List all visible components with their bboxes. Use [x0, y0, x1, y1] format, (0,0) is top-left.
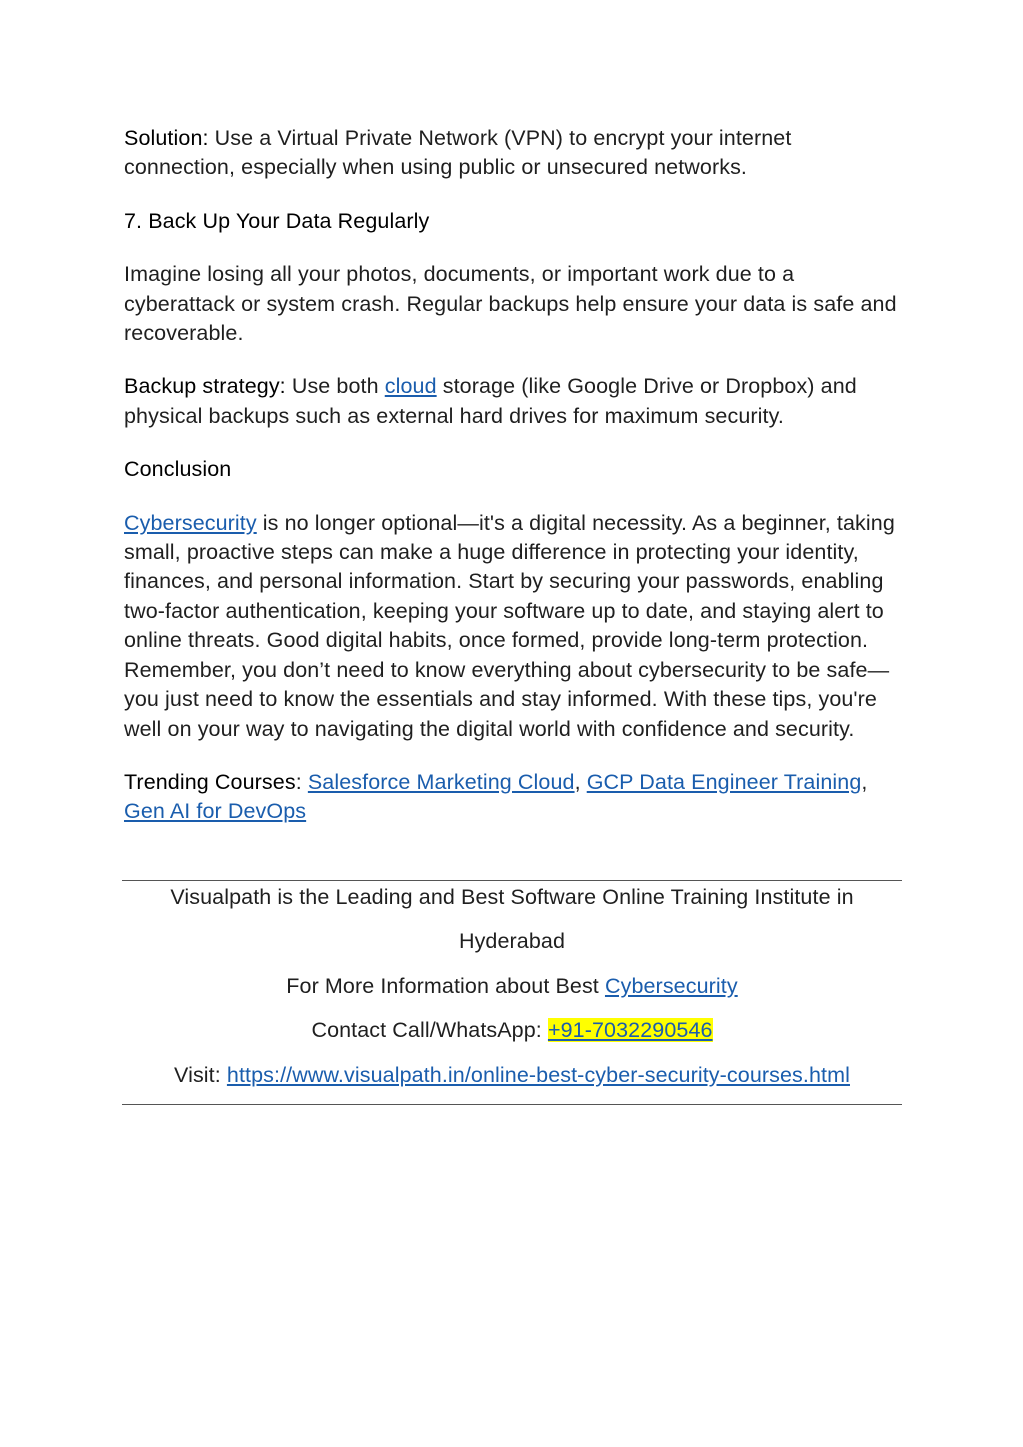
course-link-salesforce[interactable]: Salesforce Marketing Cloud: [307, 769, 575, 794]
section-7-heading: 7. Back Up Your Data Regularly: [124, 208, 430, 233]
footer-info-label: For More Information about Best: [286, 973, 605, 998]
backup-text-after: storage (like Google Drive or Dropbox) and physical backups such as external hard drives for maximum security.: [124, 374, 857, 428]
footer-block: [122, 883, 902, 1090]
trending-courses-paragraph: [124, 768, 899, 827]
cloud-link[interactable]: cloud: [384, 374, 437, 399]
course-link-gcp[interactable]: GCP Data Engineer Training: [586, 769, 862, 794]
course-sep: ,: [861, 769, 868, 794]
trending-colon: :: [295, 769, 308, 794]
footer-contact: [122, 1016, 902, 1045]
footer-cybersecurity-link[interactable]: Cybersecurity: [604, 973, 738, 998]
footer-top-rule: [122, 880, 902, 881]
solution-label: Solution:: [124, 126, 209, 150]
solution-text: Use a Virtual Private Network (VPN) to encrypt your internet connection, especially when using public or unsecured networks.: [124, 126, 792, 180]
footer-visit-url-link[interactable]: https://www.visualpath.in/online-best-cyber-security-courses.html: [226, 1062, 850, 1087]
footer-line-1: Visualpath is the Leading and Best Software Online Training Institute in: [170, 885, 854, 909]
footer-visit: [122, 1061, 902, 1090]
course-sep: ,: [574, 769, 587, 794]
document-body: [124, 124, 899, 827]
backup-strategy-label: Backup strategy:: [124, 374, 286, 399]
footer-bottom-rule: [122, 1104, 902, 1105]
conclusion-heading: Conclusion: [124, 457, 232, 482]
backup-intro-paragraph: Imagine losing all your photos, documents, or important work due to a cyberattack or system crash. Regular backups help ensure your data is safe and recoverable.: [124, 262, 897, 346]
footer-contact-label: Contact Call/WhatsApp:: [311, 1018, 548, 1043]
trending-label: Trending Courses: [124, 769, 296, 794]
backup-text-before: Use both: [285, 374, 385, 399]
footer-info: [122, 972, 902, 1001]
footer-line-2: Hyderabad: [458, 929, 566, 954]
solution-paragraph: [124, 124, 899, 183]
conclusion-paragraph: [124, 509, 899, 744]
backup-strategy-paragraph: [124, 372, 899, 431]
footer-phone-link[interactable]: +91-7032290546: [547, 1018, 713, 1043]
footer-visit-label: Visit:: [174, 1062, 227, 1087]
course-link-genai[interactable]: Gen AI for DevOps: [124, 799, 307, 824]
cybersecurity-link[interactable]: Cybersecurity: [124, 510, 257, 535]
conclusion-text: is no longer optional—it's a digital necessity. As a beginner, taking small, proactive steps can make a huge difference in protecting your identity, finances, and personal information. Start by securing your passwords, enabling two-factor authentication, keeping your software up to date, and staying alert to online threats. Good digital habits, once formed, provide long-term protection. Remember, you don’t need to know everything about cybersecurity to be safe—you just need to know the essentials and stay informed. With these tips, you're well on your way to navigating the digital world with confidence and security.: [124, 510, 895, 741]
